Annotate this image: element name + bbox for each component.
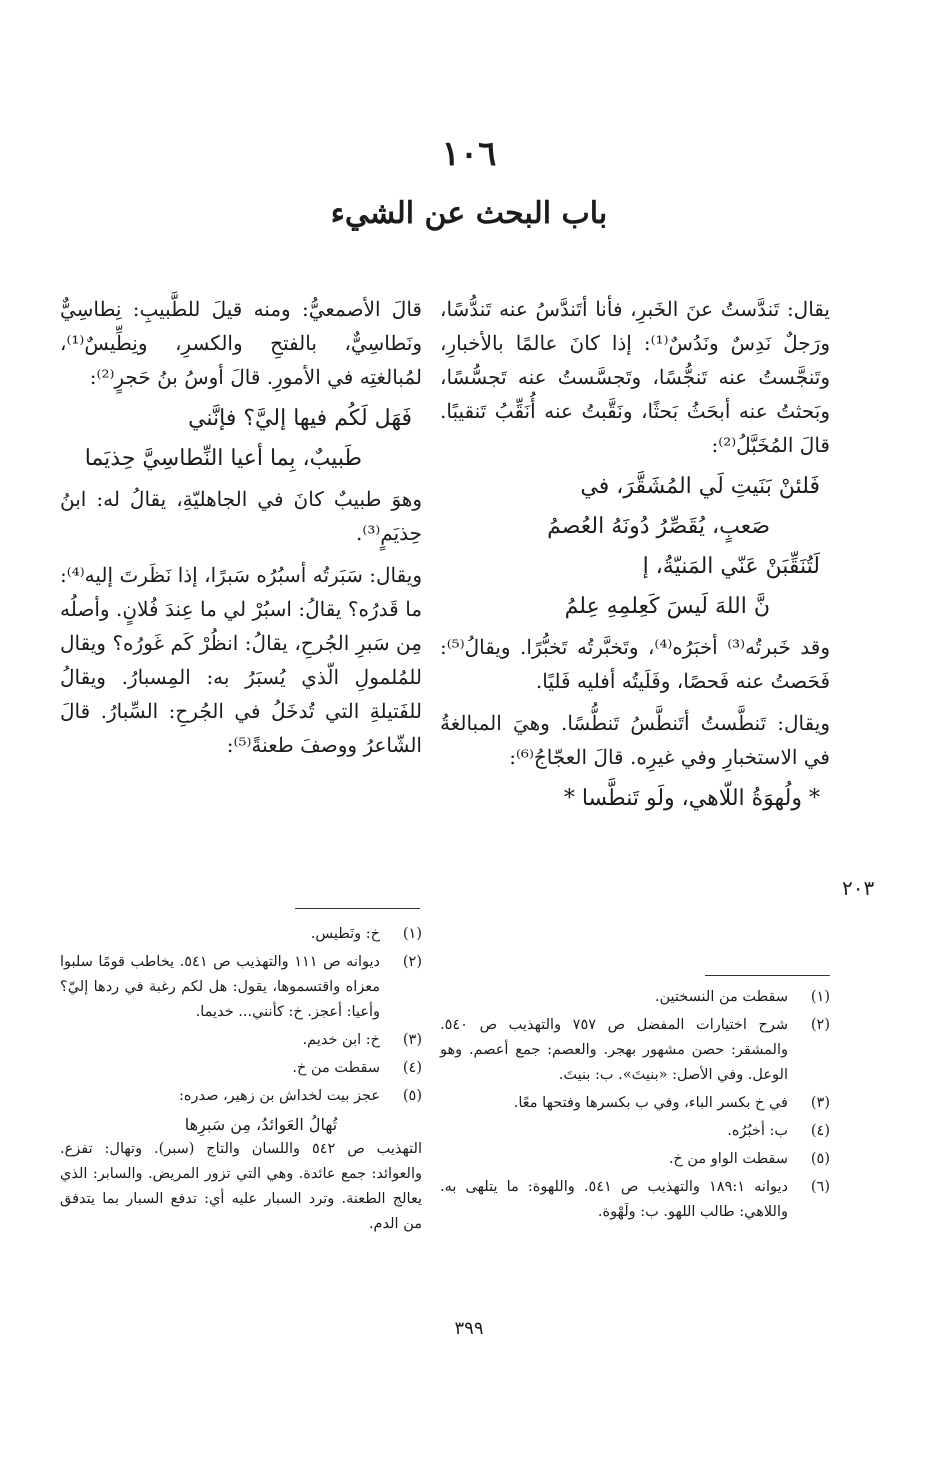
footnote-text: ديوانه ص ١١١ والتهذيب ص ٥٤١. يخاطب قومًا سلبوا معزاه واقتسموها، يقول: هل لكم رغبة في ردها إليّ؟ وأعيا: أعجز. خ: كأنني... خديما. xyxy=(60,954,380,1020)
footnote-number: (١) xyxy=(402,926,422,942)
footnote-number: (١) xyxy=(810,989,830,1005)
chapter-number: ١٠٦ xyxy=(441,134,497,174)
footnote xyxy=(440,1175,830,1225)
left-paragraph-2: وهوَ طبيبٌ كانَ في الجاهليّةِ، يقالُ له: ابنُ حِذيَمٍ⁽³⁾. xyxy=(60,487,422,545)
right-verse-2: صَعبٍ، يُقَصِّرُ دُونَهُ العُصمُ xyxy=(547,514,770,539)
right-final-verse: * ولُهوَةُ اللّاهي، ولَو تَنطَّسا * xyxy=(563,786,820,811)
footnote-rule-left xyxy=(295,908,420,909)
footnote-text: في خ بكسر الباء، وفي ب بكسرها وفتحها معًا. xyxy=(513,1095,788,1111)
footnote-text: عجز بيت لخداش بن زهير، صدره: xyxy=(178,1088,380,1104)
footnote-number: (٤) xyxy=(810,1123,830,1139)
footnotes-left xyxy=(60,922,422,1237)
footnote-text: خ: ونَطيس. xyxy=(310,926,380,942)
footnote xyxy=(440,985,830,1010)
footnote-text: سقطت الواو من خ. xyxy=(668,1151,788,1167)
footnote xyxy=(60,1028,422,1053)
footnote-text: سقطت من خ. xyxy=(292,1060,380,1076)
margin-number: ٢٠٣ xyxy=(842,876,875,900)
footnote xyxy=(440,1013,830,1088)
footnote xyxy=(60,922,422,947)
footnote-number: (٣) xyxy=(810,1095,830,1111)
footnote-number: (٥) xyxy=(810,1151,830,1167)
right-paragraph-3: ويقال: تَنطَّستُ أتَنطَّسُ تَنطُّسًا. وهيَ المبالغةُ في الاستخبارِ وفي غيرِه. قالَ العجّاجُ⁽⁶⁾: xyxy=(440,711,830,769)
footnote-text: ب: أخبُرُه. xyxy=(727,1123,788,1139)
chapter-title: باب البحث عن الشيء xyxy=(330,196,608,231)
footnote xyxy=(440,1119,830,1144)
left-verse-2: طَبيبٌ، بِما أعيا النِّطاسِيَّ حِذيَما xyxy=(84,446,362,471)
right-paragraph-2: وقد خَبرتُه⁽³⁾ أخبَرُه⁽⁴⁾، وتَخبَّرتُه تَخبُّرًا. ويقالُ⁽⁵⁾: فَحَصتُ عنه فَحصًا، وفَلَيتُه أفليه فَليًا. xyxy=(440,635,830,693)
footnote-verse: تُهالُ العَوائدُ، مِن سَبرِها xyxy=(184,1115,338,1134)
footnote-number: (٦) xyxy=(810,1179,830,1195)
footnote-text: شرح اختيارات المفضل ص ٧٥٧ والتهذيب ص ٥٤٠. والمشقر: حصن مشهور بهجر. والعصم: جمع أعصم. وهو الوعل. وفي الأصل: «بنيتَ». ب: بنيتَ. xyxy=(440,1017,788,1083)
left-verse-1: فَهَل لَكُم فيها إليَّ؟ فإنَّني xyxy=(188,406,412,431)
footnote-rule-right xyxy=(705,975,830,976)
footnotes-right xyxy=(440,985,830,1228)
footnote xyxy=(60,950,422,1025)
left-paragraph-3: ويقال: سَبَرتُه أسبُرُه سَبرًا، إذا نَظَرتَ إليه⁽⁴⁾: ما قَدرُه؟ يقالُ: اسبُرْ لي ما عِندَ فُلانٍ. وأصلُه مِن سَبرِ الجُرحِ، يقالُ: انظُرْ كَم غَورُه؟ ويقال للمُلمولِ الّذي يُسبَرُ به: المِسبارُ. ويقالُ للفَتيلةِ التي تُدخَلُ في الجُرحِ: السِّبارُ. قالَ الشّاعرُ ووصفَ طعنةً⁽⁵⁾: xyxy=(60,563,422,757)
right-verse-1: فَلئنْ بَنَيتِ لَي المُشَقَّرَ، في xyxy=(580,474,820,499)
footnote-text: خ: ابن خديم. xyxy=(302,1032,380,1048)
left-column xyxy=(60,292,422,770)
footnote xyxy=(60,1056,422,1081)
footnote-text: ديوانه ١٨٩:١ والتهذيب ص ٥٤١. واللهوة: ما يتلهى به. واللاهي: طالب اللهو. ب: ولَهْوة. xyxy=(440,1179,788,1220)
footnote xyxy=(440,1091,830,1116)
right-paragraph-1: يقال: تَندَّستُ عنَ الخَبرِ، فأنا أتَندَّسُ عنه تَندُّسًا، ورَجلٌ نَدِسٌ ونَدُسٌ⁽¹⁾: إذا كانَ عالمًا بالأخبارِ، وتَنجَّستُ عنه تَنجُّسًا، وتَجسَّستُ عنه تَجسُّسًا، وبَحثتُ عنه أبحَثُ بَحثًا، ونَقَّبتُ عنه أُنَقِّبُ تَنقيبًا. قالَ المُخَبَّلُ⁽²⁾: xyxy=(440,297,830,457)
footnote xyxy=(60,1084,422,1109)
footnote-number: (٥) xyxy=(402,1088,422,1104)
right-verse-4: نَّ اللهَ لَيسَ كَعِلمِهِ عِلمُ xyxy=(564,594,770,619)
right-column xyxy=(440,292,830,822)
footnote-number: (٤) xyxy=(402,1060,422,1076)
footnote-number: (٢) xyxy=(402,954,422,970)
footnote-text: سقطت من النسختين. xyxy=(654,989,788,1005)
footnote-number: (٢) xyxy=(810,1017,830,1033)
footnote-tail: التهذيب ص ٥٤٢ واللسان والتاج (سبر). وتهال: تفزع. والعوائد: جمع عائدة. وهي التي تزور المريض. والسابر: الذي يعالج الطعنة. وترد السبار عليه أي: تدفع السبار بما يتدفق من الدم. xyxy=(60,1141,423,1232)
footnote-number: (٣) xyxy=(402,1032,422,1048)
left-paragraph-1: قالَ الأصمعيُّ: ومنه قيلَ للطَّبيبِ: نِطاسِيٌّ ونَطاسِيٌّ، بالفتحِ والكسرِ، ونِطِّيسٌ⁽¹⁾، لمُبالغتِه في الأمورِ. قالَ أوسُ بنُ حَجرٍ⁽²⁾: xyxy=(60,297,422,389)
footnote xyxy=(440,1147,830,1172)
right-verse-3: لَتُنَقِّبَنْ عَنّي المَنيّةُ، إ xyxy=(642,554,820,579)
page-number: ٣٩٩ xyxy=(454,1318,484,1339)
